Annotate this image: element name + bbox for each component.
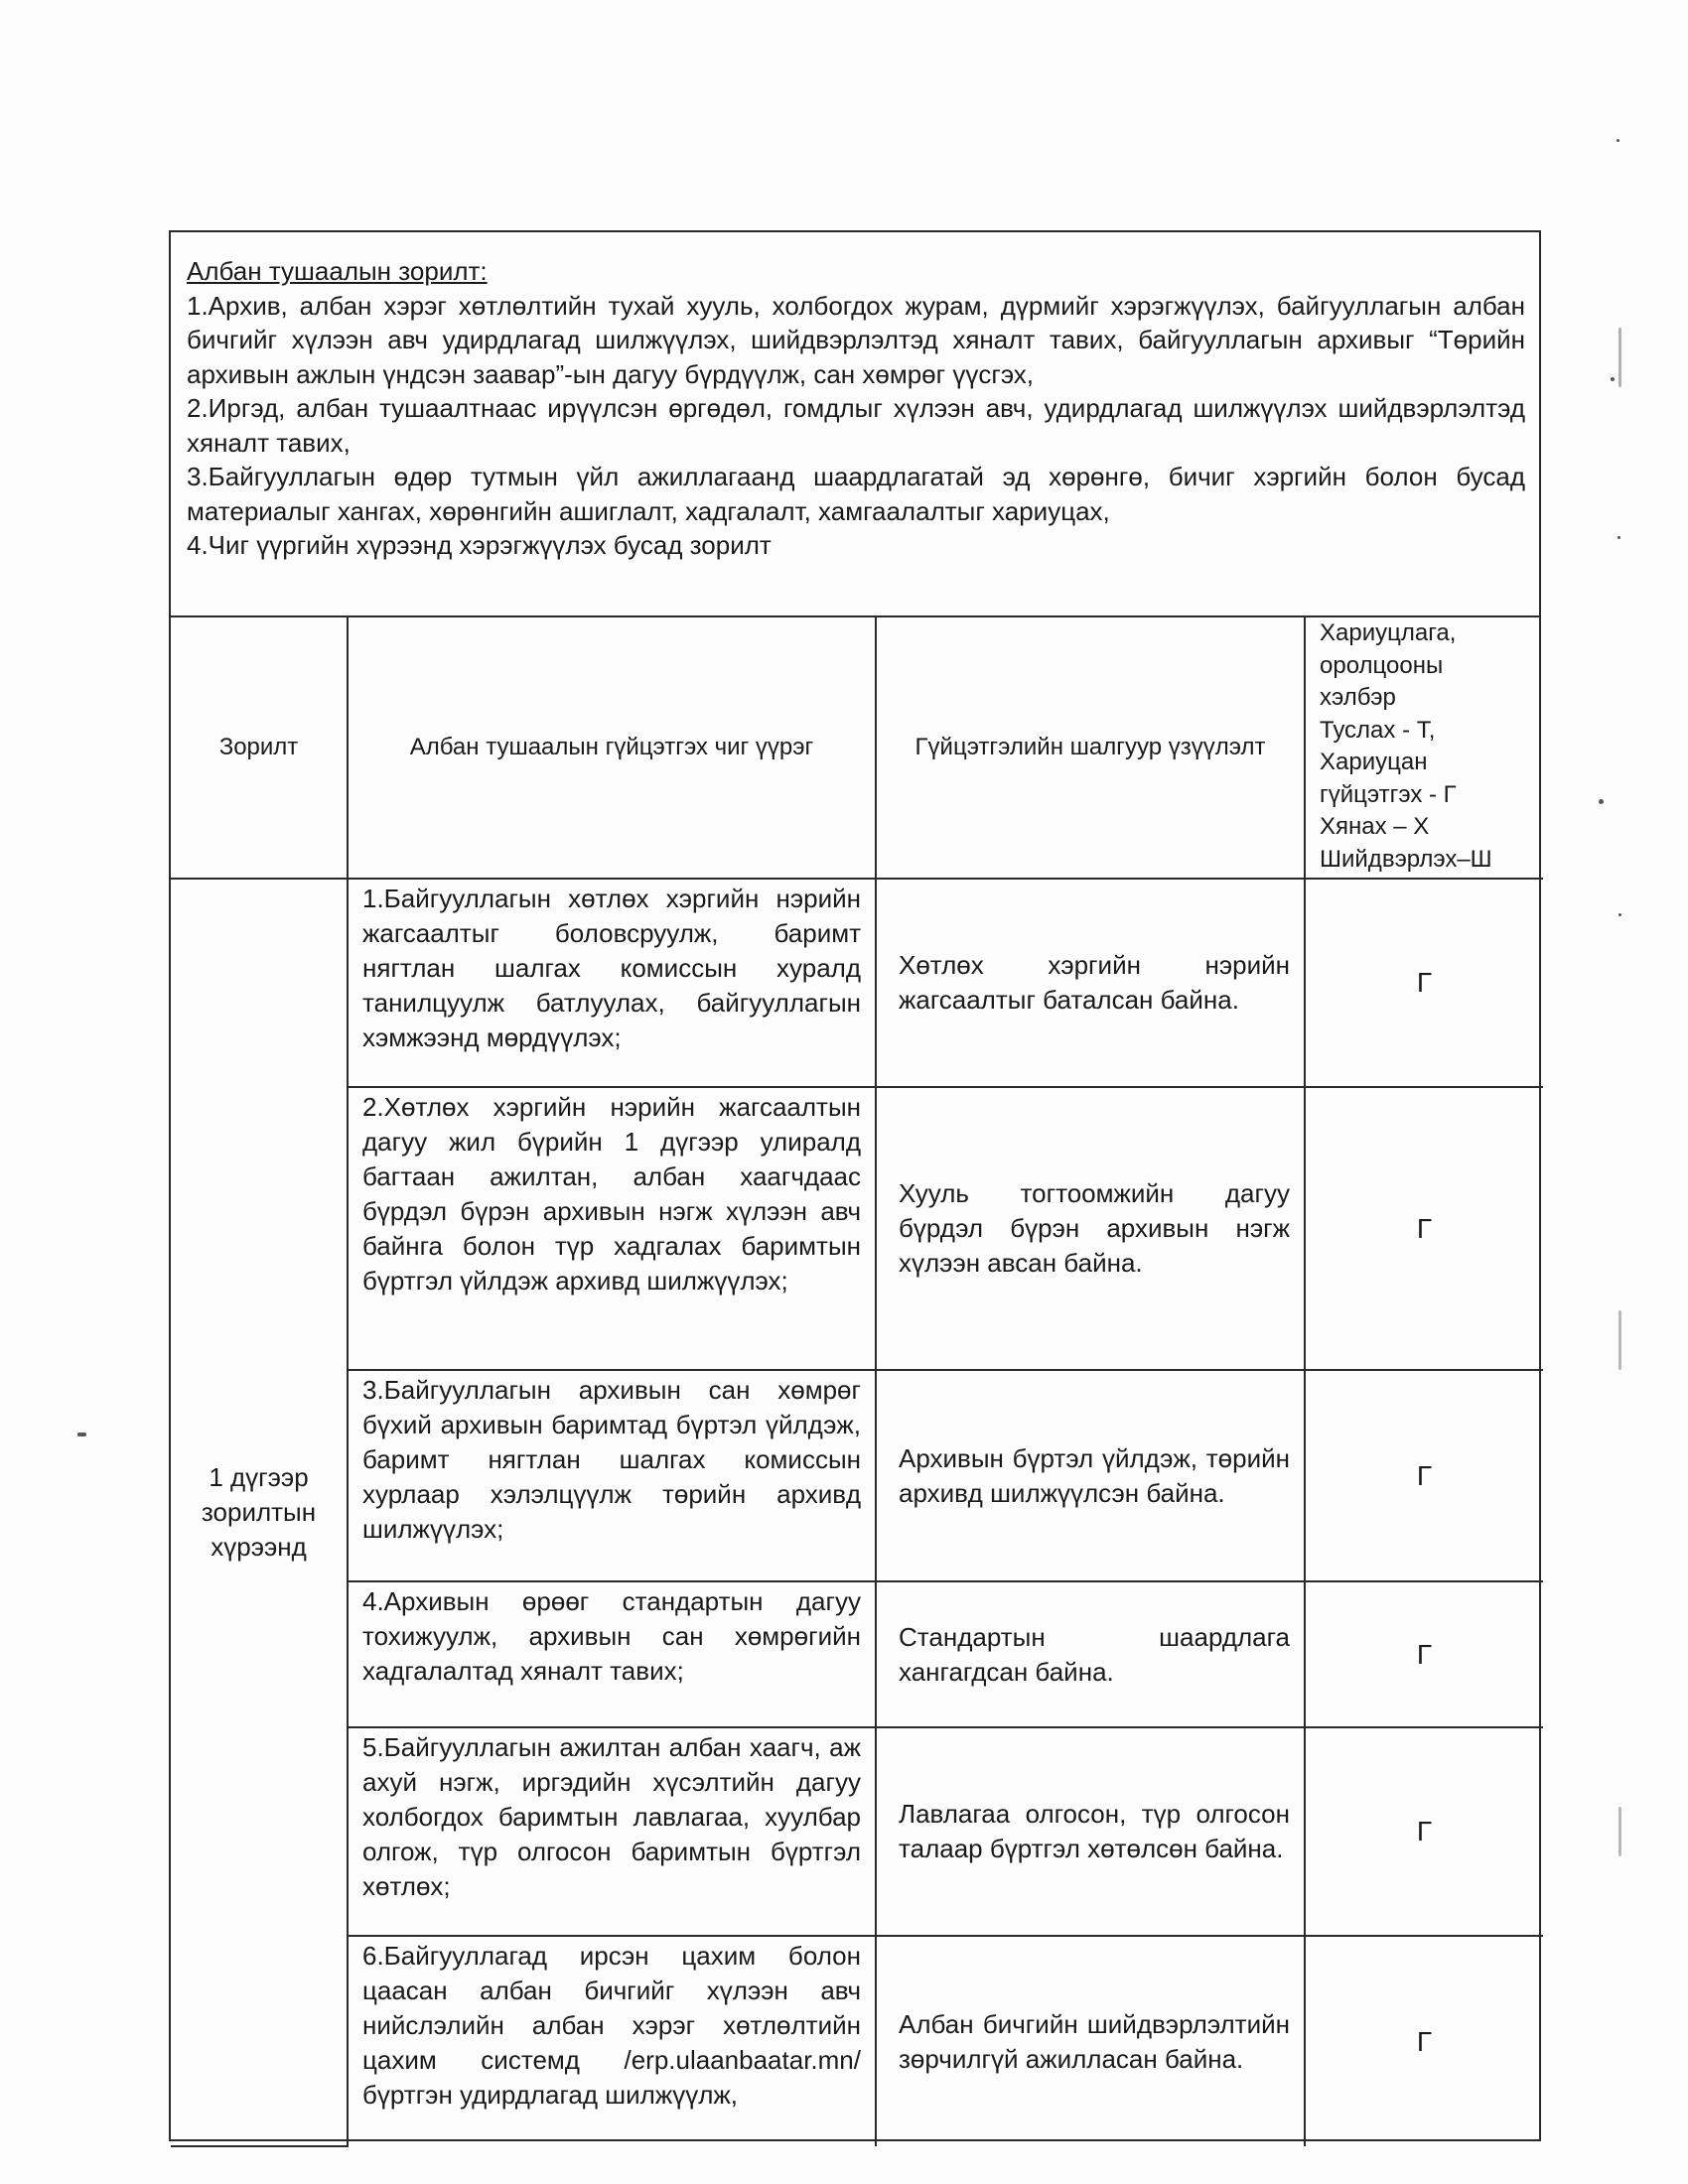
- scan-speck: [77, 1433, 86, 1436]
- duty-cell: 1.Байгууллагын хөтлөх хэргийн нэрийн жагсаалтыг боловсруулж, баримт нягтлан шалгах комиссын хуралд танилцуулж батлуулах, байгууллагын хэмжээнд мөрдүүлэх;: [348, 879, 876, 1087]
- responsibility-cell: Г: [1305, 1581, 1543, 1727]
- header-responsibility-line: Туслах - Т,: [1320, 716, 1436, 744]
- scan-speck: [1618, 536, 1620, 539]
- objectives-title: Албан тушаалын зорилт:: [187, 256, 488, 286]
- duty-cell: 3.Байгууллагын архивын сан хөмрөг бүхий архивын баримтад бүртэл үйлдэж, баримт нягтлан шалгах комиссын хурлаар хэлэлцүүлж төрийн архивд шилжүүлэх;: [348, 1370, 876, 1581]
- responsibility-cell: Г: [1305, 1370, 1543, 1581]
- responsibility-cell: Г: [1305, 879, 1543, 1087]
- header-goal: Зорилт: [171, 615, 348, 879]
- objective-item: 2.Иргэд, албан тушаалтнаас ирүүлсэн өргөдөл, гомдлыг хүлээн авч, удирдлагад шилжүүлэх шийдвэрлэлтэд хяналт тавих,: [187, 393, 1525, 458]
- table-row: [171, 1581, 1543, 1727]
- table-header-row: [171, 615, 1543, 879]
- scan-speck: [1618, 328, 1621, 387]
- scan-speck: [1618, 1310, 1621, 1370]
- criteria-cell: Албан бичгийн шийдвэрлэлтийн зөрчилгүй ажилласан байна.: [876, 1936, 1305, 2146]
- responsibility-cell: Г: [1305, 1087, 1543, 1370]
- criteria-cell: Стандартын шаардлага хангагдсан байна.: [876, 1581, 1305, 1727]
- scan-speck: [1617, 139, 1619, 142]
- criteria-cell: Хууль тогтоомжийн дагуу бүрдэл бүрэн архивын нэгж хүлээн авсан байна.: [876, 1087, 1305, 1370]
- duty-cell: 4.Архивын өрөөг стандартын дагуу тохижуулж, архивын сан хөмрөгийн хадгалалтад хяналт тавих;: [348, 1581, 876, 1727]
- scan-speck: [1618, 913, 1621, 916]
- job-description-frame: [169, 230, 1541, 2141]
- table-row: [171, 1727, 1543, 1936]
- table-row: [171, 879, 1543, 1087]
- scan-edge-noise: [1609, 119, 1628, 2005]
- criteria-cell: Архивын бүртэл үйлдэж, төрийн архивд шилжүүлсэн байна.: [876, 1370, 1305, 1581]
- duty-cell: 5.Байгууллагын ажилтан албан хаагч, аж ахуй нэгж, иргэдийн хүсэлтийн дагуу холбогдох баримтын лавлагаа, хуулбар олгож, түр олгосон баримтын бүртгэл хөтлөх;: [348, 1727, 876, 1936]
- header-responsibility: [1305, 615, 1543, 879]
- header-responsibility-line: Хариуцан: [1320, 749, 1428, 775]
- table-row: [171, 1087, 1543, 1370]
- duties-table: [171, 615, 1543, 2147]
- scan-speck: [1599, 799, 1604, 804]
- objective-item: 3.Байгууллагын өдөр тутмын үйл ажиллагаанд шаардлагатай эд хөрөнгө, бичиг хэргийн болон бусад материалыг хангах, хөрөнгийн ашиглалт, хадгалалт, хамгаалалтыг хариуцах,: [187, 462, 1525, 526]
- table-row: [171, 1370, 1543, 1581]
- header-responsibility-line: Хянах – Х: [1320, 813, 1430, 840]
- objective-item: 4.Чиг үүргийн хүрээнд хэрэгжүүлэх бусад зорилт: [187, 530, 772, 560]
- goal-cell: 1 дүгээр зорилтын хүрээнд: [171, 879, 348, 2146]
- objective-item: 1.Архив, албан хэрэг хөтлөлтийн тухай хууль, холбогдох журам, дүрмийг хэрэгжүүлэх, байгууллагын албан бичгийг хүлээн авч удирдлагад шилжүүлэх, шийдвэрлэлтэд хяналт тавих, байгууллагын архивыг “Төрийн архивын ажлын үндсэн заавар”-ын дагуу бүрдүүлж, сан хөмрөг үүсгэх,: [187, 290, 1525, 389]
- header-responsibility-line: гүйцэтгэх - Г: [1320, 780, 1457, 808]
- header-responsibility-line: Шийдвэрлэх–Ш: [1320, 845, 1492, 873]
- header-responsibility-line: оролцооны: [1320, 651, 1444, 679]
- header-criteria: Гүйцэтгэлийн шалгуур үзүүлэлт: [876, 615, 1305, 879]
- scan-speck: [1618, 1807, 1621, 1856]
- header-duty: Албан тушаалын гүйцэтгэх чиг үүрэг: [348, 615, 876, 879]
- criteria-cell: Хөтлөх хэргийн нэрийн жагсаалтыг баталсан байна.: [876, 879, 1305, 1087]
- criteria-cell: Лавлагаа олгосон, түр олгосон талаар бүртгэл хөтөлсөн байна.: [876, 1727, 1305, 1936]
- scan-speck: [1611, 377, 1615, 381]
- table-row: [171, 1936, 1543, 2146]
- header-responsibility-line: хэлбэр: [1320, 684, 1396, 711]
- responsibility-cell: Г: [1305, 1936, 1543, 2146]
- duty-cell: 6.Байгууллагад ирсэн цахим болон цаасан албан бичгийг хүлээн авч нийслэлийн албан хэрэг хөтлөлтийн цахим системд /erp.ulaanbaatar.mn/ бүртгэн удирдлагад шилжүүлж,: [348, 1936, 876, 2146]
- responsibility-cell: Г: [1305, 1727, 1543, 1936]
- position-objectives-section: [171, 232, 1539, 617]
- duty-cell: 2.Хөтлөх хэргийн нэрийн жагсаалтын дагуу жил бүрийн 1 дүгээр улиралд багтаан ажилтан, албан хаагчдаас бүрдэл бүрэн архивын нэгж хүлээн авч байнга болон түр хадгалах баримтын бүртгэл үйлдэж архивд шилжүүлэх;: [348, 1087, 876, 1370]
- header-responsibility-line: Хариуцлага,: [1320, 619, 1457, 646]
